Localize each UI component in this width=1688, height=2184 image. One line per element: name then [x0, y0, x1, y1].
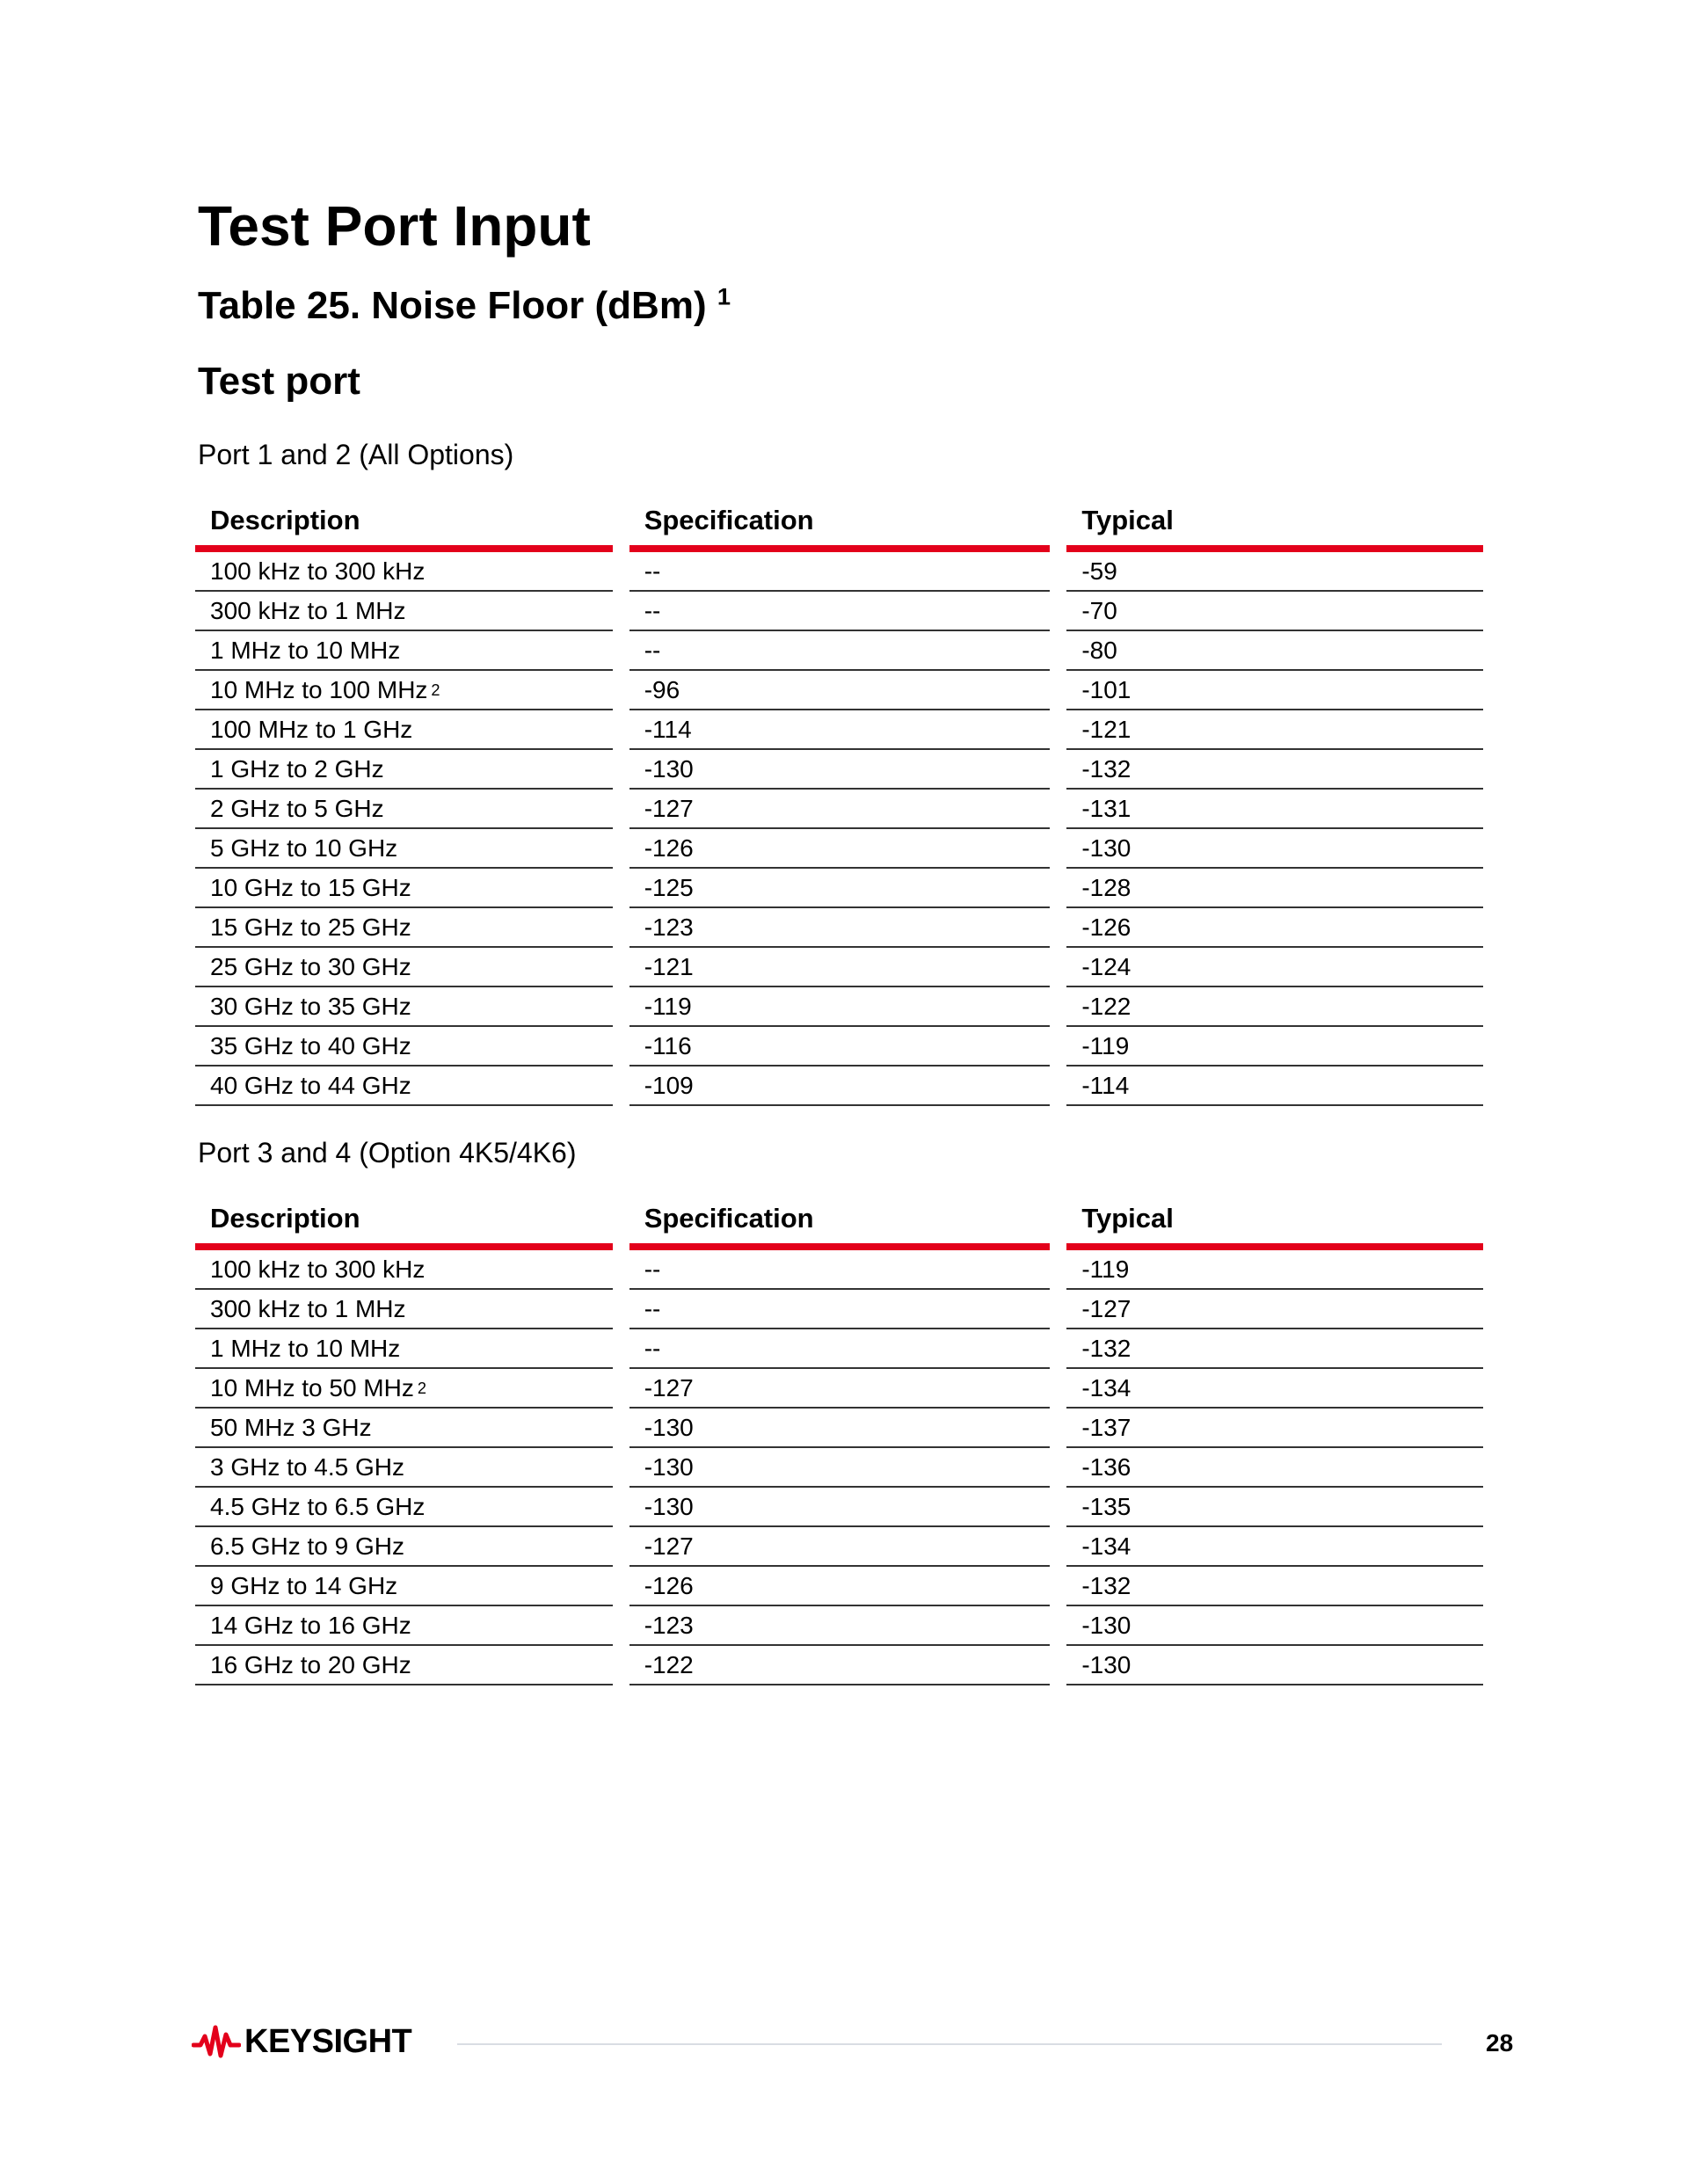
typical-cell: -80: [1066, 631, 1483, 671]
header-specification: Specification: [629, 491, 1051, 552]
description-text: 2 GHz to 5 GHz: [210, 794, 384, 822]
description-cell: [195, 869, 613, 908]
typical-cell: -119: [1066, 1027, 1483, 1067]
table-header-row: [195, 1189, 1483, 1250]
typical-cell: -122: [1066, 987, 1483, 1027]
typical-cell: -121: [1066, 710, 1483, 750]
typical-cell: -70: [1066, 592, 1483, 631]
typical-cell: -59: [1066, 552, 1483, 592]
specification-cell: --: [629, 631, 1051, 671]
section-heading: Test port: [198, 360, 360, 403]
typical-cell: -132: [1066, 1329, 1483, 1369]
table-row: [195, 908, 1483, 948]
typical-cell: -135: [1066, 1488, 1483, 1527]
description-text: 100 kHz to 300 kHz: [210, 1255, 426, 1283]
description-text: 9 GHz to 14 GHz: [210, 1571, 398, 1599]
table-row: [195, 710, 1483, 750]
description-text: 3 GHz to 4.5 GHz: [210, 1452, 404, 1481]
description-cell: [195, 987, 613, 1027]
group-caption-port-3-4: Port 3 and 4 (Option 4K5/4K6): [198, 1137, 577, 1168]
description-cell: [195, 1606, 613, 1646]
noise-floor-table-port-1-2: [195, 491, 1483, 1106]
description-cell: [195, 1488, 613, 1527]
description-cell: 10 MHz to 50 MHz 2: [195, 1369, 613, 1409]
typical-cell: -114: [1066, 1067, 1483, 1106]
typical-cell: -130: [1066, 829, 1483, 869]
description-text: 14 GHz to 16 GHz: [210, 1611, 411, 1639]
description-cell: [195, 592, 613, 631]
footer-divider: [457, 2043, 1442, 2045]
header-description: Description: [195, 1189, 613, 1250]
description-text: 16 GHz to 20 GHz: [210, 1650, 411, 1678]
description-cell: [195, 1567, 613, 1606]
header-typical: Typical: [1066, 1189, 1483, 1250]
description-text: 50 MHz 3 GHz: [210, 1413, 372, 1441]
description-cell: [195, 1527, 613, 1567]
table-row: [195, 1527, 1483, 1567]
specification-cell: --: [629, 1329, 1051, 1369]
description-cell: [195, 552, 613, 592]
typical-cell: -134: [1066, 1527, 1483, 1567]
description-text: 10 GHz to 15 GHz: [210, 873, 411, 901]
table-row: [195, 869, 1483, 908]
specification-cell: -122: [629, 1646, 1051, 1685]
description-text: 300 kHz to 1 MHz: [210, 596, 406, 624]
description-text: 10 MHz to 50 MHz: [210, 1373, 414, 1401]
description-text: 30 GHz to 35 GHz: [210, 992, 411, 1020]
description-text: 40 GHz to 44 GHz: [210, 1071, 411, 1099]
header-description: Description: [195, 491, 613, 552]
keysight-logo: [192, 2022, 411, 2061]
specification-cell: --: [629, 1250, 1051, 1290]
specification-cell: -130: [629, 1448, 1051, 1488]
specification-cell: --: [629, 592, 1051, 631]
keysight-wave-icon: [192, 2022, 241, 2061]
specification-cell: -121: [629, 948, 1051, 987]
description-text: 35 GHz to 40 GHz: [210, 1031, 411, 1059]
description-text: 300 kHz to 1 MHz: [210, 1294, 406, 1322]
specification-cell: -109: [629, 1067, 1051, 1106]
description-text: 25 GHz to 30 GHz: [210, 952, 411, 980]
description-text: 15 GHz to 25 GHz: [210, 913, 411, 941]
typical-cell: -128: [1066, 869, 1483, 908]
description-text: 100 kHz to 300 kHz: [210, 557, 426, 585]
table-row: [195, 1409, 1483, 1448]
typical-cell: -127: [1066, 1290, 1483, 1329]
typical-cell: -101: [1066, 671, 1483, 710]
description-text: 6.5 GHz to 9 GHz: [210, 1532, 404, 1560]
description-cell: [195, 948, 613, 987]
table-row: [195, 631, 1483, 671]
table-title-text: Table 25. Noise Floor (dBm): [198, 284, 707, 327]
description-text: 10 MHz to 100 MHz: [210, 675, 428, 703]
typical-cell: -131: [1066, 790, 1483, 829]
typical-cell: -130: [1066, 1646, 1483, 1685]
specification-cell: --: [629, 552, 1051, 592]
table-row: [195, 1027, 1483, 1067]
table-body: [195, 1250, 1483, 1685]
description-cell: [195, 1067, 613, 1106]
table-row: [195, 671, 1483, 710]
typical-cell: -126: [1066, 908, 1483, 948]
typical-cell: -136: [1066, 1448, 1483, 1488]
specification-cell: --: [629, 1290, 1051, 1329]
specification-cell: -123: [629, 1606, 1051, 1646]
description-cell: 10 MHz to 100 MHz 2: [195, 671, 613, 710]
table-row: [195, 1448, 1483, 1488]
table-row: [195, 987, 1483, 1027]
description-cell: [195, 631, 613, 671]
table-row: [195, 1488, 1483, 1527]
table-title: [198, 283, 731, 330]
description-cell: [195, 1646, 613, 1685]
description-cell: [195, 1448, 613, 1488]
logo-text: KEYSIGHT: [244, 2023, 412, 2060]
specification-cell: -130: [629, 750, 1051, 790]
specification-cell: -119: [629, 987, 1051, 1027]
description-cell: [195, 1250, 613, 1290]
description-cell: [195, 750, 613, 790]
table-row: [195, 1646, 1483, 1685]
typical-cell: -132: [1066, 1567, 1483, 1606]
typical-cell: -119: [1066, 1250, 1483, 1290]
specification-cell: -96: [629, 671, 1051, 710]
description-cell: [195, 908, 613, 948]
noise-floor-table-port-3-4: [195, 1189, 1483, 1685]
specification-cell: -127: [629, 1527, 1051, 1567]
typical-cell: -134: [1066, 1369, 1483, 1409]
specification-cell: -125: [629, 869, 1051, 908]
description-text: 100 MHz to 1 GHz: [210, 715, 413, 743]
typical-cell: -124: [1066, 948, 1483, 987]
description-text: 1 GHz to 2 GHz: [210, 754, 384, 783]
typical-cell: -130: [1066, 1606, 1483, 1646]
table-row: [195, 1606, 1483, 1646]
description-text: 4.5 GHz to 6.5 GHz: [210, 1492, 426, 1520]
table-row: [195, 1567, 1483, 1606]
specification-cell: -127: [629, 1369, 1051, 1409]
group-caption-port-1-2: Port 1 and 2 (All Options): [198, 439, 514, 470]
description-cell: [195, 829, 613, 869]
specification-cell: -127: [629, 790, 1051, 829]
table-row: [195, 1329, 1483, 1369]
table-row: [195, 750, 1483, 790]
header-typical: Typical: [1066, 491, 1483, 552]
specification-cell: -114: [629, 710, 1051, 750]
description-cell: [195, 790, 613, 829]
page-number: 28: [1486, 2029, 1514, 2057]
table-row: [195, 1369, 1483, 1409]
description-cell: [195, 1290, 613, 1329]
page-title: Test Port Input: [198, 194, 591, 258]
table-row: [195, 1067, 1483, 1106]
header-specification: Specification: [629, 1189, 1051, 1250]
table-row: [195, 948, 1483, 987]
description-text: 5 GHz to 10 GHz: [210, 834, 398, 862]
specification-cell: -130: [629, 1409, 1051, 1448]
table-row: [195, 790, 1483, 829]
specification-cell: -130: [629, 1488, 1051, 1527]
table-header-row: [195, 491, 1483, 552]
description-text: 1 MHz to 10 MHz: [210, 636, 401, 664]
table-row: [195, 592, 1483, 631]
description-cell: [195, 1027, 613, 1067]
description-cell: [195, 1329, 613, 1369]
table-row: [195, 829, 1483, 869]
specification-cell: -123: [629, 908, 1051, 948]
typical-cell: -132: [1066, 750, 1483, 790]
description-cell: [195, 1409, 613, 1448]
table-row: [195, 552, 1483, 592]
specification-cell: -126: [629, 829, 1051, 869]
specification-cell: -126: [629, 1567, 1051, 1606]
description-cell: [195, 710, 613, 750]
table-row: [195, 1250, 1483, 1290]
typical-cell: -137: [1066, 1409, 1483, 1448]
table-row: [195, 1290, 1483, 1329]
description-text: 1 MHz to 10 MHz: [210, 1334, 401, 1362]
table-body: [195, 552, 1483, 1106]
table-title-footnote-ref: 1: [717, 282, 731, 310]
specification-cell: -116: [629, 1027, 1051, 1067]
